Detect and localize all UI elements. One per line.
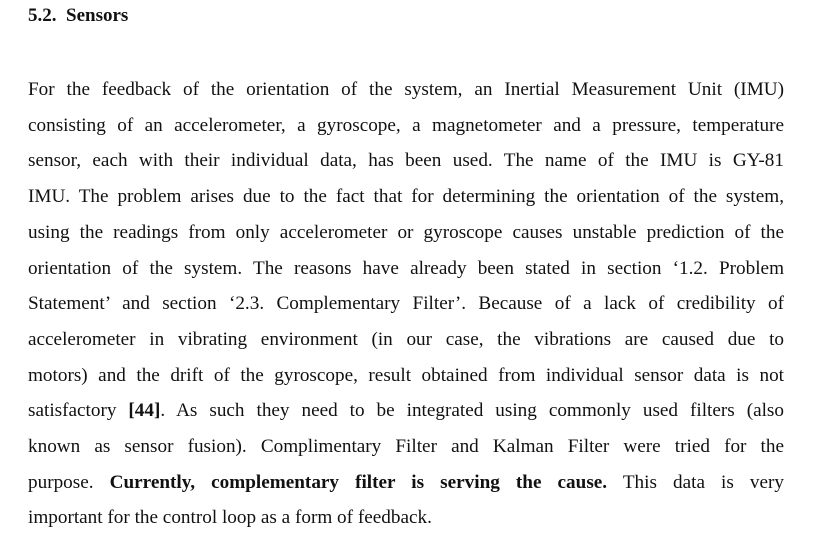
section-heading xyxy=(28,4,128,28)
paragraph-line: accelerometer in vibrating environment (in our case, the vibrations are caused due to xyxy=(28,328,784,350)
section-number: 5.2. xyxy=(28,5,57,26)
paragraph-line: known as sensor fusion). Complimentary Filter and Kalman Filter were tried for the xyxy=(28,436,784,458)
paragraph-line-emphasis xyxy=(28,465,784,501)
line-text: . As such they need to be integrated using commonly used filters (also xyxy=(160,400,784,422)
line-text: purpose. xyxy=(28,471,110,493)
line-text: satisfactory xyxy=(28,400,129,422)
citation-reference: [44] xyxy=(128,400,161,422)
paragraph-line: using the readings from only accelerometer or gyroscope causes unstable prediction of the xyxy=(28,221,784,243)
line-text: This data is very xyxy=(607,471,784,493)
paragraph-line: orientation of the system. The reasons have already been stated in section ‘1.2. Problem xyxy=(28,257,784,279)
paragraph-line: consisting of an accelerometer, a gyroscope, a magnetometer and a pressure, temperature xyxy=(28,114,784,136)
paragraph-line: sensor, each with their individual data, has been used. The name of the IMU is GY-81 xyxy=(28,150,784,172)
paragraph-line: motors) and the drift of the gyroscope, result obtained from individual sensor data is not xyxy=(28,364,784,386)
emphasized-sentence: Currently, complementary filter is serving the cause. xyxy=(109,471,608,493)
paragraph-line-citation xyxy=(28,393,784,429)
section-title: Sensors xyxy=(66,5,129,26)
body-paragraph xyxy=(28,72,784,536)
paragraph-line: For the feedback of the orientation of the system, an Inertial Measurement Unit (IMU) xyxy=(28,79,784,100)
paragraph-line: Statement’ and section ‘2.3. Complementary Filter’. Because of a lack of credibility of xyxy=(28,293,784,315)
paragraph-line: important for the control loop as a form of feedback. xyxy=(28,507,432,529)
paragraph-line: IMU. The problem arises due to the fact that for determining the orientation of the system, xyxy=(28,186,784,208)
